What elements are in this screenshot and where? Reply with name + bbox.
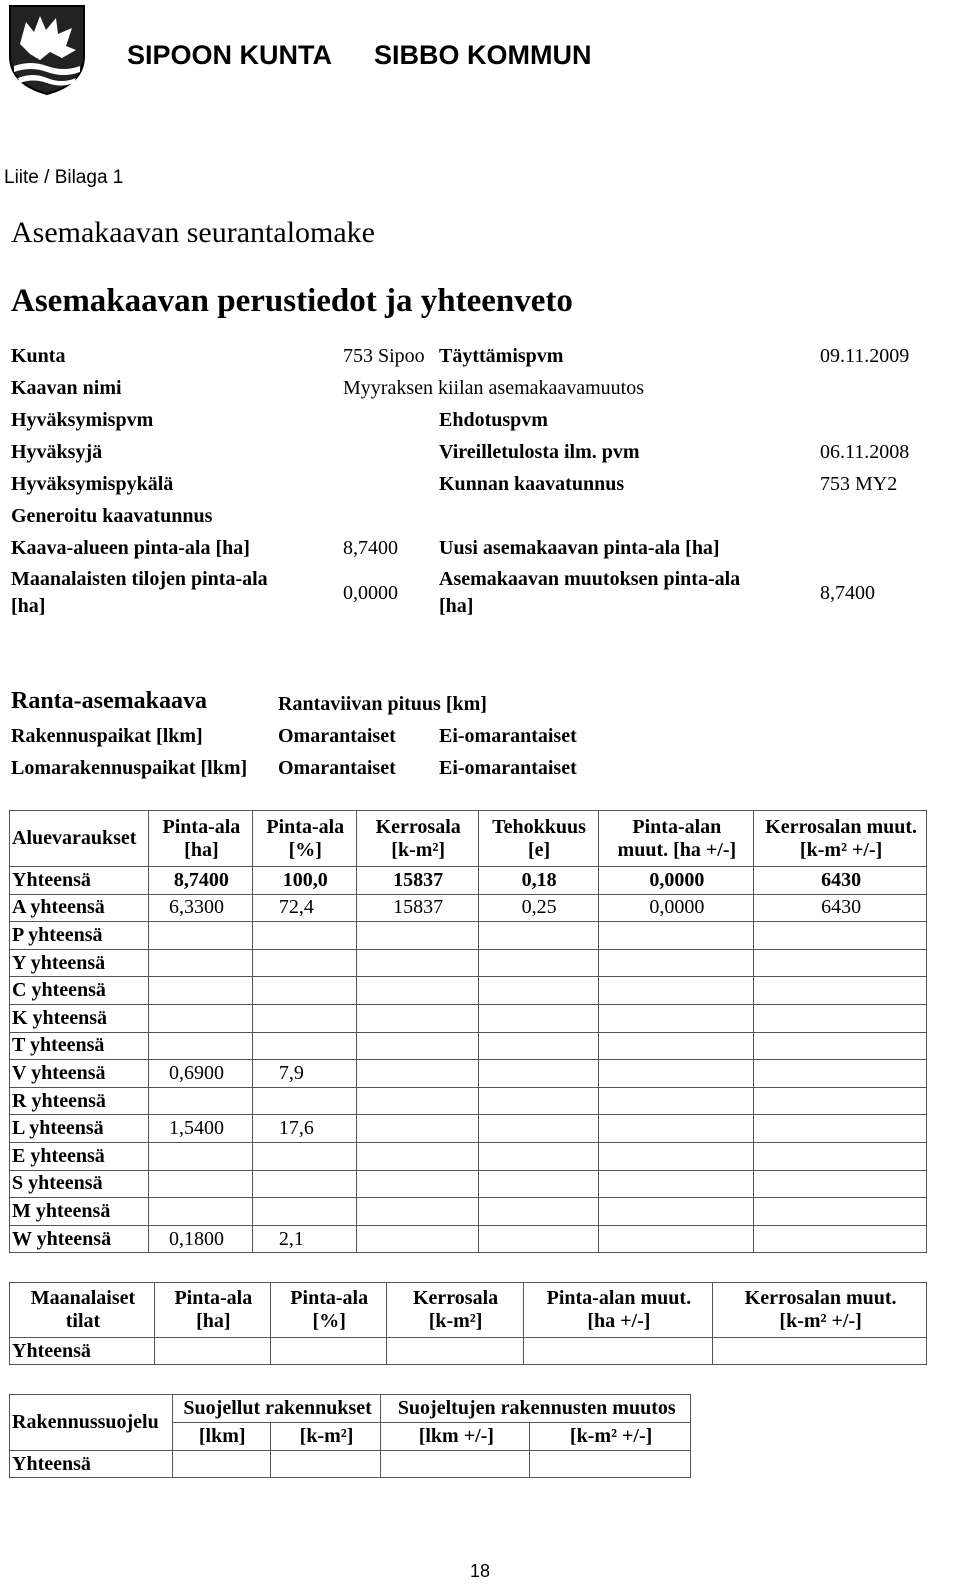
table-cell	[356, 1142, 478, 1170]
maanalaiset-tilat-label-line1: Maanalaisten tilojen pinta-ala	[11, 568, 268, 590]
table-cell	[154, 1338, 270, 1365]
suojellut-rakennukset-header: Suojellut rakennukset	[172, 1395, 381, 1423]
table-cell: 1,5400	[148, 1115, 252, 1143]
table-cell	[754, 1087, 927, 1115]
kaavan-nimi-value: Myyraksen kiilan asemakaavamuutos	[343, 377, 645, 399]
table-row	[10, 1170, 927, 1198]
table-row	[10, 977, 927, 1005]
table-row	[10, 949, 927, 977]
table-cell	[598, 1142, 754, 1170]
vireilletulo-value: 06.11.2008	[820, 441, 910, 463]
form-title: Asemakaavan seurantalomake	[11, 216, 375, 249]
header-line2: muut. [ha +/-]	[617, 838, 737, 861]
table-cell	[478, 1225, 598, 1253]
table-cell	[478, 1170, 598, 1198]
table-cell	[598, 1060, 754, 1088]
table-cell	[754, 1170, 927, 1198]
header-line2: [%]	[288, 838, 322, 861]
row-label: S yhteensä	[10, 1170, 149, 1198]
table-cell	[356, 1004, 478, 1032]
table-cell	[356, 1087, 478, 1115]
table-row	[10, 894, 927, 922]
row-label: W yhteensä	[10, 1225, 149, 1253]
hyvaksymispvm-label: Hyväksymispvm	[11, 409, 154, 431]
row-label: Yhteensä	[10, 867, 149, 895]
header-lkm: [lkm]	[172, 1423, 270, 1451]
header-line1: Kerrosalan muut.	[765, 815, 918, 838]
header-pinta-alan-muutos	[523, 1283, 713, 1338]
rantaviiva-label: Rantaviivan pituus [km]	[278, 693, 487, 715]
table-cell	[172, 1451, 270, 1478]
table-cell	[598, 1087, 754, 1115]
suojelu-total-row	[10, 1451, 691, 1478]
header-line2: [e]	[527, 838, 551, 861]
table-cell: 72,4	[252, 894, 356, 922]
header-line2: [ha +/-]	[587, 1310, 651, 1332]
hyvaksyja-label: Hyväksyjä	[11, 441, 103, 463]
table-cell	[270, 1451, 381, 1478]
table-cell	[148, 1170, 252, 1198]
header-lkm-muutos: [lkm +/-]	[381, 1423, 530, 1451]
table-cell	[754, 1115, 927, 1143]
table-cell	[252, 1087, 356, 1115]
table-cell	[478, 1087, 598, 1115]
hyvaksymispykala-label: Hyväksymispykälä	[11, 473, 174, 495]
tayttamispvm-label: Täyttämispvm	[439, 345, 564, 367]
header-k-m2: [k-m²]	[270, 1423, 381, 1451]
rakennuspaikat-label: Rakennuspaikat [lkm]	[11, 725, 203, 747]
header-line1: Pinta-ala	[266, 815, 345, 838]
table-cell	[148, 1032, 252, 1060]
header-kerrosalan-muutos	[713, 1283, 927, 1338]
table-cell	[478, 949, 598, 977]
table-cell	[356, 922, 478, 950]
tayttamispvm-value: 09.11.2009	[820, 345, 910, 367]
section-title: Asemakaavan perustiedot ja yhteenveto	[11, 283, 573, 319]
header-kerrosala	[386, 1283, 523, 1338]
uusi-asemakaava-label: Uusi asemakaavan pinta-ala [ha]	[439, 537, 720, 559]
table-cell	[270, 1338, 386, 1365]
maanalaiset-tilat-label-line2: [ha]	[11, 595, 46, 617]
table-row	[10, 867, 927, 895]
rakennussuojelu-table	[9, 1394, 691, 1478]
header-maanalaiset-tilat	[10, 1283, 155, 1338]
table-cell	[478, 1060, 598, 1088]
row-label: V yhteensä	[10, 1060, 149, 1088]
kaavatunnus-label: Kunnan kaavatunnus	[439, 473, 625, 495]
header-line1: Pinta-ala	[290, 1287, 369, 1309]
rakennuspaikat-omarantaiset: Omarantaiset	[278, 725, 396, 747]
table-cell: 15837	[356, 894, 478, 922]
table-row	[10, 1032, 927, 1060]
table-cell	[148, 977, 252, 1005]
table-cell	[598, 949, 754, 977]
maanalaiset-tilat-value: 0,0000	[343, 582, 398, 604]
header-line2: [ha]	[184, 838, 219, 861]
asemakaava-muutos-label-line2: [ha]	[439, 595, 474, 617]
table-cell: 7,9	[252, 1060, 356, 1088]
table-cell	[381, 1451, 530, 1478]
table-cell: 0,6900	[148, 1060, 252, 1088]
table-cell	[754, 977, 927, 1005]
row-label: T yhteensä	[10, 1032, 149, 1060]
table-cell	[356, 949, 478, 977]
table-cell	[148, 1004, 252, 1032]
municipal-coat-of-arms-logo	[6, 4, 88, 96]
table-row	[10, 1087, 927, 1115]
table-row	[10, 1142, 927, 1170]
lomarakennuspaikat-label: Lomarakennuspaikat [lkm]	[11, 757, 248, 779]
row-label: E yhteensä	[10, 1142, 149, 1170]
header-line1: Pinta-ala	[174, 1287, 253, 1309]
table-cell	[252, 1198, 356, 1226]
table-cell	[356, 1170, 478, 1198]
table-row	[10, 1198, 927, 1226]
table-cell	[478, 1004, 598, 1032]
table-cell: 6430	[754, 894, 927, 922]
table-cell	[148, 1142, 252, 1170]
table-cell	[148, 922, 252, 950]
table-cell	[713, 1338, 927, 1365]
table-cell: 8,7400	[148, 867, 252, 895]
table-cell: 0,0000	[598, 894, 754, 922]
table-cell: 0,25	[478, 894, 598, 922]
generoitu-kaavatunnus-label: Generoitu kaavatunnus	[11, 505, 213, 527]
table-cell	[478, 977, 598, 1005]
table-cell	[523, 1338, 713, 1365]
table-cell: 0,0000	[598, 867, 754, 895]
row-label: K yhteensä	[10, 1004, 149, 1032]
maanalaiset-tilat-table	[9, 1282, 927, 1365]
table-cell	[754, 1198, 927, 1226]
suojelu-header-row-1	[10, 1395, 691, 1423]
row-label: R yhteensä	[10, 1087, 149, 1115]
header-aluevaraukset-text: Aluevaraukset	[12, 827, 137, 849]
table-cell	[598, 1225, 754, 1253]
table-cell	[252, 949, 356, 977]
header-line2: [k-m² +/-]	[799, 838, 883, 861]
lomarakennuspaikat-ei-omarantaiset: Ei-omarantaiset	[439, 757, 577, 779]
page-number: 18	[469, 1561, 491, 1581]
header-line2: [ha]	[196, 1310, 231, 1332]
table-cell	[386, 1338, 523, 1365]
header-line2: [k-m²]	[391, 838, 446, 861]
table-cell	[148, 1087, 252, 1115]
header-line1: Pinta-ala	[162, 815, 241, 838]
header-line2: tilat	[65, 1310, 101, 1332]
header-line1: Kerrosala	[375, 815, 461, 838]
table-cell	[598, 1032, 754, 1060]
header-line2: [%]	[312, 1310, 346, 1332]
table-cell	[754, 949, 927, 977]
table-cell	[754, 922, 927, 950]
header-k-m2-muutos: [k-m² +/-]	[530, 1423, 691, 1451]
header-line1: Pinta-alan muut.	[546, 1287, 692, 1309]
kunta-value: 753 Sipoo	[343, 345, 425, 367]
header-line1: Tehokkuus	[492, 815, 586, 838]
header-pinta-ala-ha	[154, 1283, 270, 1338]
header-kerrosala	[356, 811, 478, 867]
header-line2: [k-m²]	[428, 1310, 483, 1332]
suojeltujen-muutos-header: Suojeltujen rakennusten muutos	[381, 1395, 691, 1423]
table-cell	[252, 1032, 356, 1060]
kaavan-nimi-label: Kaavan nimi	[11, 377, 122, 399]
table-cell	[478, 1198, 598, 1226]
kaavatunnus-value: 753 MY2	[820, 473, 898, 495]
table-cell	[356, 1115, 478, 1143]
lomarakennuspaikat-omarantaiset: Omarantaiset	[278, 757, 396, 779]
kunta-label: Kunta	[11, 345, 66, 367]
table-cell: 0,18	[478, 867, 598, 895]
vireilletulo-label: Vireilletulosta ilm. pvm	[439, 441, 640, 463]
table-cell	[754, 1142, 927, 1170]
kaava-alue-value: 8,7400	[343, 537, 398, 559]
table-cell	[356, 977, 478, 1005]
maanalaiset-total-label: Yhteensä	[10, 1338, 155, 1365]
row-label: A yhteensä	[10, 894, 149, 922]
table-cell: 17,6	[252, 1115, 356, 1143]
header-line2: [k-m² +/-]	[779, 1310, 862, 1332]
aluevaraukset-header-row	[10, 811, 927, 867]
ranta-title: Ranta-asemakaava	[11, 688, 207, 714]
table-row	[10, 1225, 927, 1253]
table-cell	[478, 1115, 598, 1143]
table-row	[10, 1060, 927, 1088]
table-cell: 2,1	[252, 1225, 356, 1253]
header-pinta-ala-ha	[148, 811, 252, 867]
table-cell	[252, 1170, 356, 1198]
suojelu-total-label: Yhteensä	[10, 1451, 173, 1478]
table-row	[10, 922, 927, 950]
asemakaava-muutos-label-line1: Asemakaavan muutoksen pinta-ala	[439, 568, 741, 590]
appendix-label: Liite / Bilaga 1	[4, 167, 124, 188]
rakennussuojelu-title: Rakennussuojelu	[10, 1395, 173, 1451]
table-cell	[252, 922, 356, 950]
header-line1: Pinta-alan	[632, 815, 722, 838]
row-label: L yhteensä	[10, 1115, 149, 1143]
header-kerrosalan-muutos	[754, 811, 927, 867]
table-cell	[598, 1170, 754, 1198]
municipality-name-sv: SIBBO KOMMUN	[374, 40, 592, 70]
table-cell: 6430	[754, 867, 927, 895]
header-pinta-ala-pct	[270, 1283, 386, 1338]
table-cell	[754, 1032, 927, 1060]
table-cell	[252, 1142, 356, 1170]
table-cell	[598, 1198, 754, 1226]
rakennuspaikat-ei-omarantaiset: Ei-omarantaiset	[439, 725, 577, 747]
table-cell	[754, 1060, 927, 1088]
table-cell	[252, 1004, 356, 1032]
table-cell	[598, 1115, 754, 1143]
table-cell: 15837	[356, 867, 478, 895]
table-cell	[598, 1004, 754, 1032]
table-cell: 6,3300	[148, 894, 252, 922]
header-pinta-alan-muutos	[598, 811, 754, 867]
table-cell	[478, 1032, 598, 1060]
table-cell	[598, 922, 754, 950]
table-row	[10, 1004, 927, 1032]
table-cell	[356, 1060, 478, 1088]
aluevaraukset-table	[9, 810, 927, 1253]
table-cell	[478, 922, 598, 950]
table-cell: 0,1800	[148, 1225, 252, 1253]
table-cell: 100,0	[252, 867, 356, 895]
table-cell	[252, 977, 356, 1005]
asemakaava-muutos-value: 8,7400	[820, 582, 875, 604]
table-cell	[356, 1225, 478, 1253]
table-cell	[754, 1004, 927, 1032]
aluevaraukset-body	[10, 867, 927, 1253]
header-aluevaraukset	[10, 811, 149, 867]
table-cell	[478, 1142, 598, 1170]
maanalaiset-header-row	[10, 1283, 927, 1338]
header-line1: Maanalaiset	[30, 1287, 136, 1309]
maanalaiset-total-row	[10, 1338, 927, 1365]
header-line1: Kerrosalan muut.	[744, 1287, 897, 1309]
header-pinta-ala-pct	[252, 811, 356, 867]
table-cell	[148, 1198, 252, 1226]
row-label: P yhteensä	[10, 922, 149, 950]
row-label: C yhteensä	[10, 977, 149, 1005]
ehdotuspvm-label: Ehdotuspvm	[439, 409, 548, 431]
header-line1: Kerrosala	[412, 1287, 499, 1309]
table-row	[10, 1115, 927, 1143]
row-label: Y yhteensä	[10, 949, 149, 977]
table-cell	[754, 1225, 927, 1253]
row-label: M yhteensä	[10, 1198, 149, 1226]
table-cell	[598, 977, 754, 1005]
table-cell	[356, 1032, 478, 1060]
kaava-alue-label: Kaava-alueen pinta-ala [ha]	[11, 537, 250, 559]
header-tehokkuus	[478, 811, 598, 867]
municipality-name-fi: SIPOON KUNTA	[127, 40, 333, 70]
table-cell	[530, 1451, 691, 1478]
table-cell	[356, 1198, 478, 1226]
table-cell	[148, 949, 252, 977]
